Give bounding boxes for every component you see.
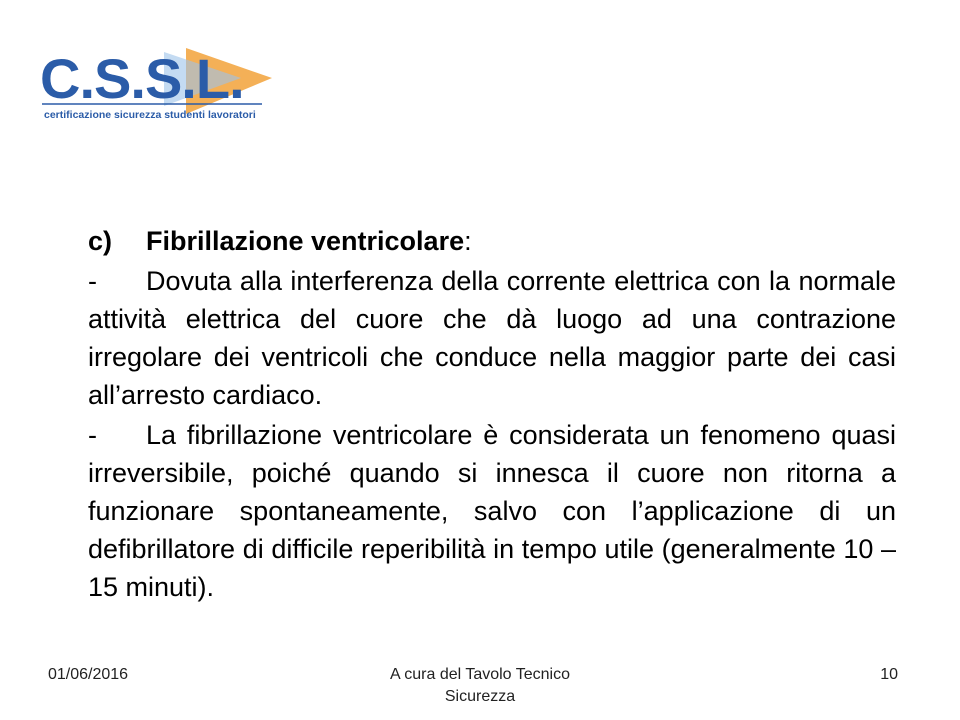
paragraph-2-text: La fibrillazione ventricolare è considerata un fenomeno quasi irreversibile, poiché quando si innesca il cuore non ritorna a funzionare spontaneamente, salvo con l’applicazione di un defibrillatore di difficile reperibilità in tempo utile (generalmente 10 – 15 minuti). [88,420,896,602]
footer-author [300,664,660,708]
logo-letter-s1: S [94,47,131,110]
logo-letter-c: C [40,47,80,110]
footer-date: 01/06/2016 [48,666,129,683]
slide-body [88,222,896,608]
cssl-logo [36,30,276,130]
paragraph-1-text: Dovuta alla interferenza della corrente elettrica con la normale attività elettrica del cuore che dà luogo ad una contrazione irregolare dei ventricoli che conduce nella maggior parte dei casi all’arresto cardiaco. [88,266,896,410]
heading-marker: c) [88,226,113,256]
logo-letter-s2: S [144,47,182,110]
paragraph-2-dash: - [88,420,97,450]
footer-author-line2: Sicurezza [444,688,516,705]
logo-tagline: certificazione sicurezza studenti lavoratori [44,109,256,121]
paragraph-1 [88,262,896,414]
heading-text [146,222,472,260]
footer-page-number: 10 [880,666,898,683]
svg-text:C.S.S.L.: C.S.S.L. [40,47,244,110]
heading-colon: : [464,226,472,256]
footer-author-line1: A cura del Tavolo Tecnico [390,666,570,683]
heading-title: Fibrillazione ventricolare [146,226,465,256]
paragraph-1-dash: - [88,266,97,296]
paragraph-2 [88,416,896,606]
slide-heading [88,222,896,260]
logo-letter-l: L [195,47,230,110]
